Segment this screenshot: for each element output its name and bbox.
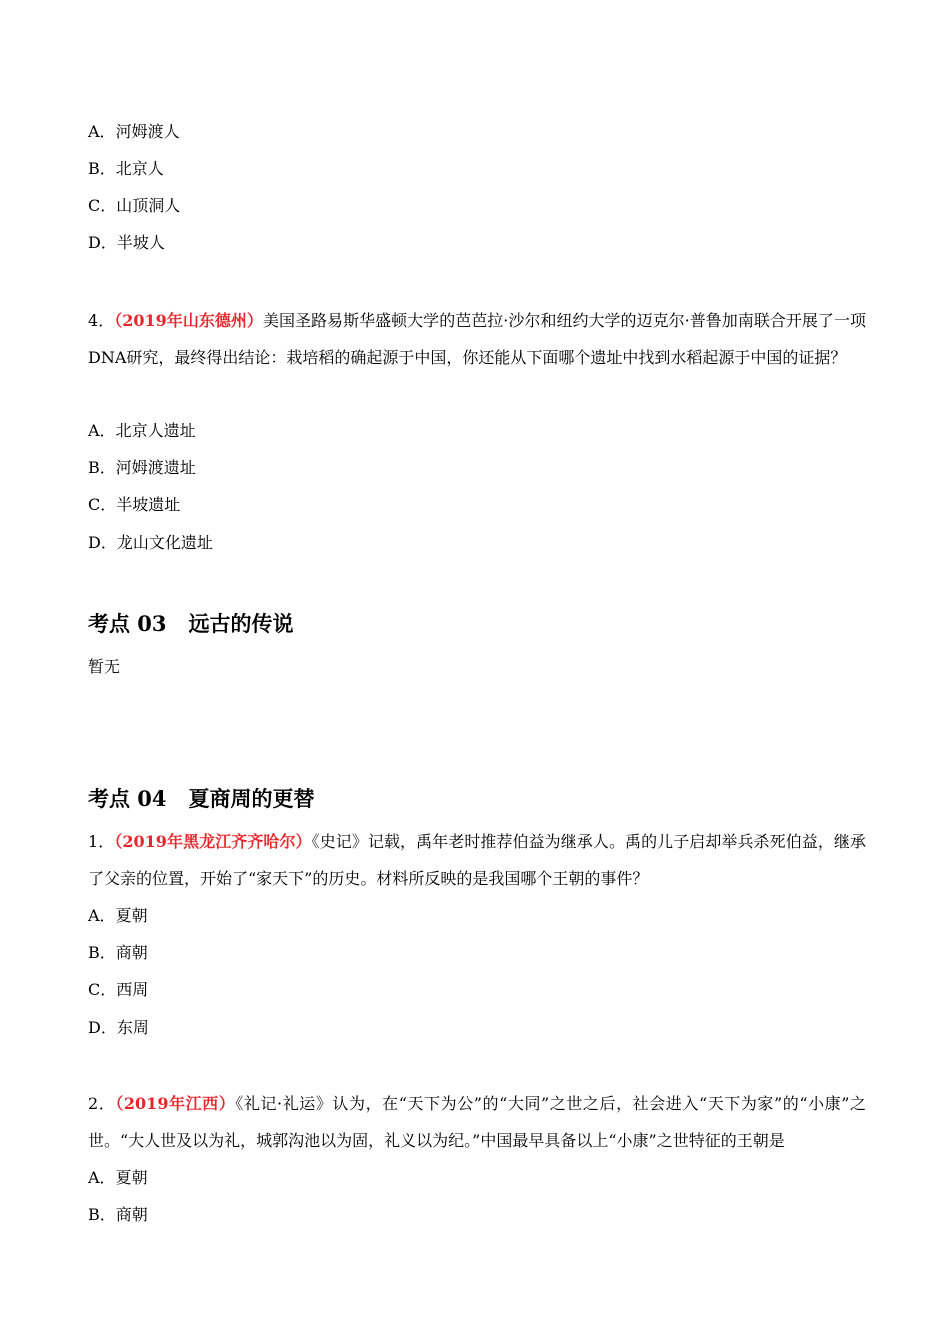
option-b: B．商朝: [88, 943, 148, 962]
section-heading-04: 考点 04 夏商周的更替: [88, 786, 315, 811]
question-2-stem: 2．（2019年江西）《礼记·礼运》认为，在“天下为公”的“大同”之世之后，社会进入“天下为家”的“小康”之世。“大人世及以为礼，城郭沟池以为固，礼义以为纪。”中国最早具备以上“小康”之世特征的王朝是: [88, 1094, 866, 1150]
option-c: C．西周: [88, 980, 149, 999]
question-1-stem: 1．（2019年黑龙江齐齐哈尔）《史记》记载，禹年老时推荐伯益为继承人。禹的儿子启却举兵杀死伯益，继承了父亲的位置，开始了“家天下”的历史。材料所反映的是我国哪个王朝的事件？: [88, 832, 866, 888]
section-heading-03: 考点 03 远古的传说: [88, 611, 294, 636]
option-c: C．半坡遗址: [88, 495, 181, 514]
option-a: A．夏朝: [88, 1168, 148, 1187]
option-d: D．东周: [88, 1018, 149, 1037]
option-b: B．北京人: [88, 159, 164, 178]
option-d: D．龙山文化遗址: [88, 533, 213, 552]
section-body: 暂无: [88, 657, 121, 676]
option-a: A．夏朝: [88, 906, 148, 925]
option-a: A．北京人遗址: [88, 421, 196, 440]
option-b: B．河姆渡遗址: [88, 458, 196, 477]
option-a: A．河姆渡人: [88, 122, 180, 141]
option-d: D．半坡人: [88, 233, 165, 252]
question-source-tag: （2019年山东德州）: [114, 311, 263, 330]
option-b: B．商朝: [88, 1205, 148, 1224]
question-source-tag: （2019年黑龙江齐齐哈尔）: [114, 832, 312, 851]
option-c: C．山顶洞人: [88, 196, 181, 215]
question-source-tag: （2019年江西）: [115, 1094, 236, 1113]
question-4-stem: 4．（2019年山东德州）美国圣路易斯华盛顿大学的芭芭拉·沙尔和纽约大学的迈克尔·普鲁加南联合开展了一项DNA研究，最终得出结论：栽培稻的确起源于中国，你还能从下面哪个遗址中找到水稻起源于中国的证据？: [88, 311, 866, 367]
